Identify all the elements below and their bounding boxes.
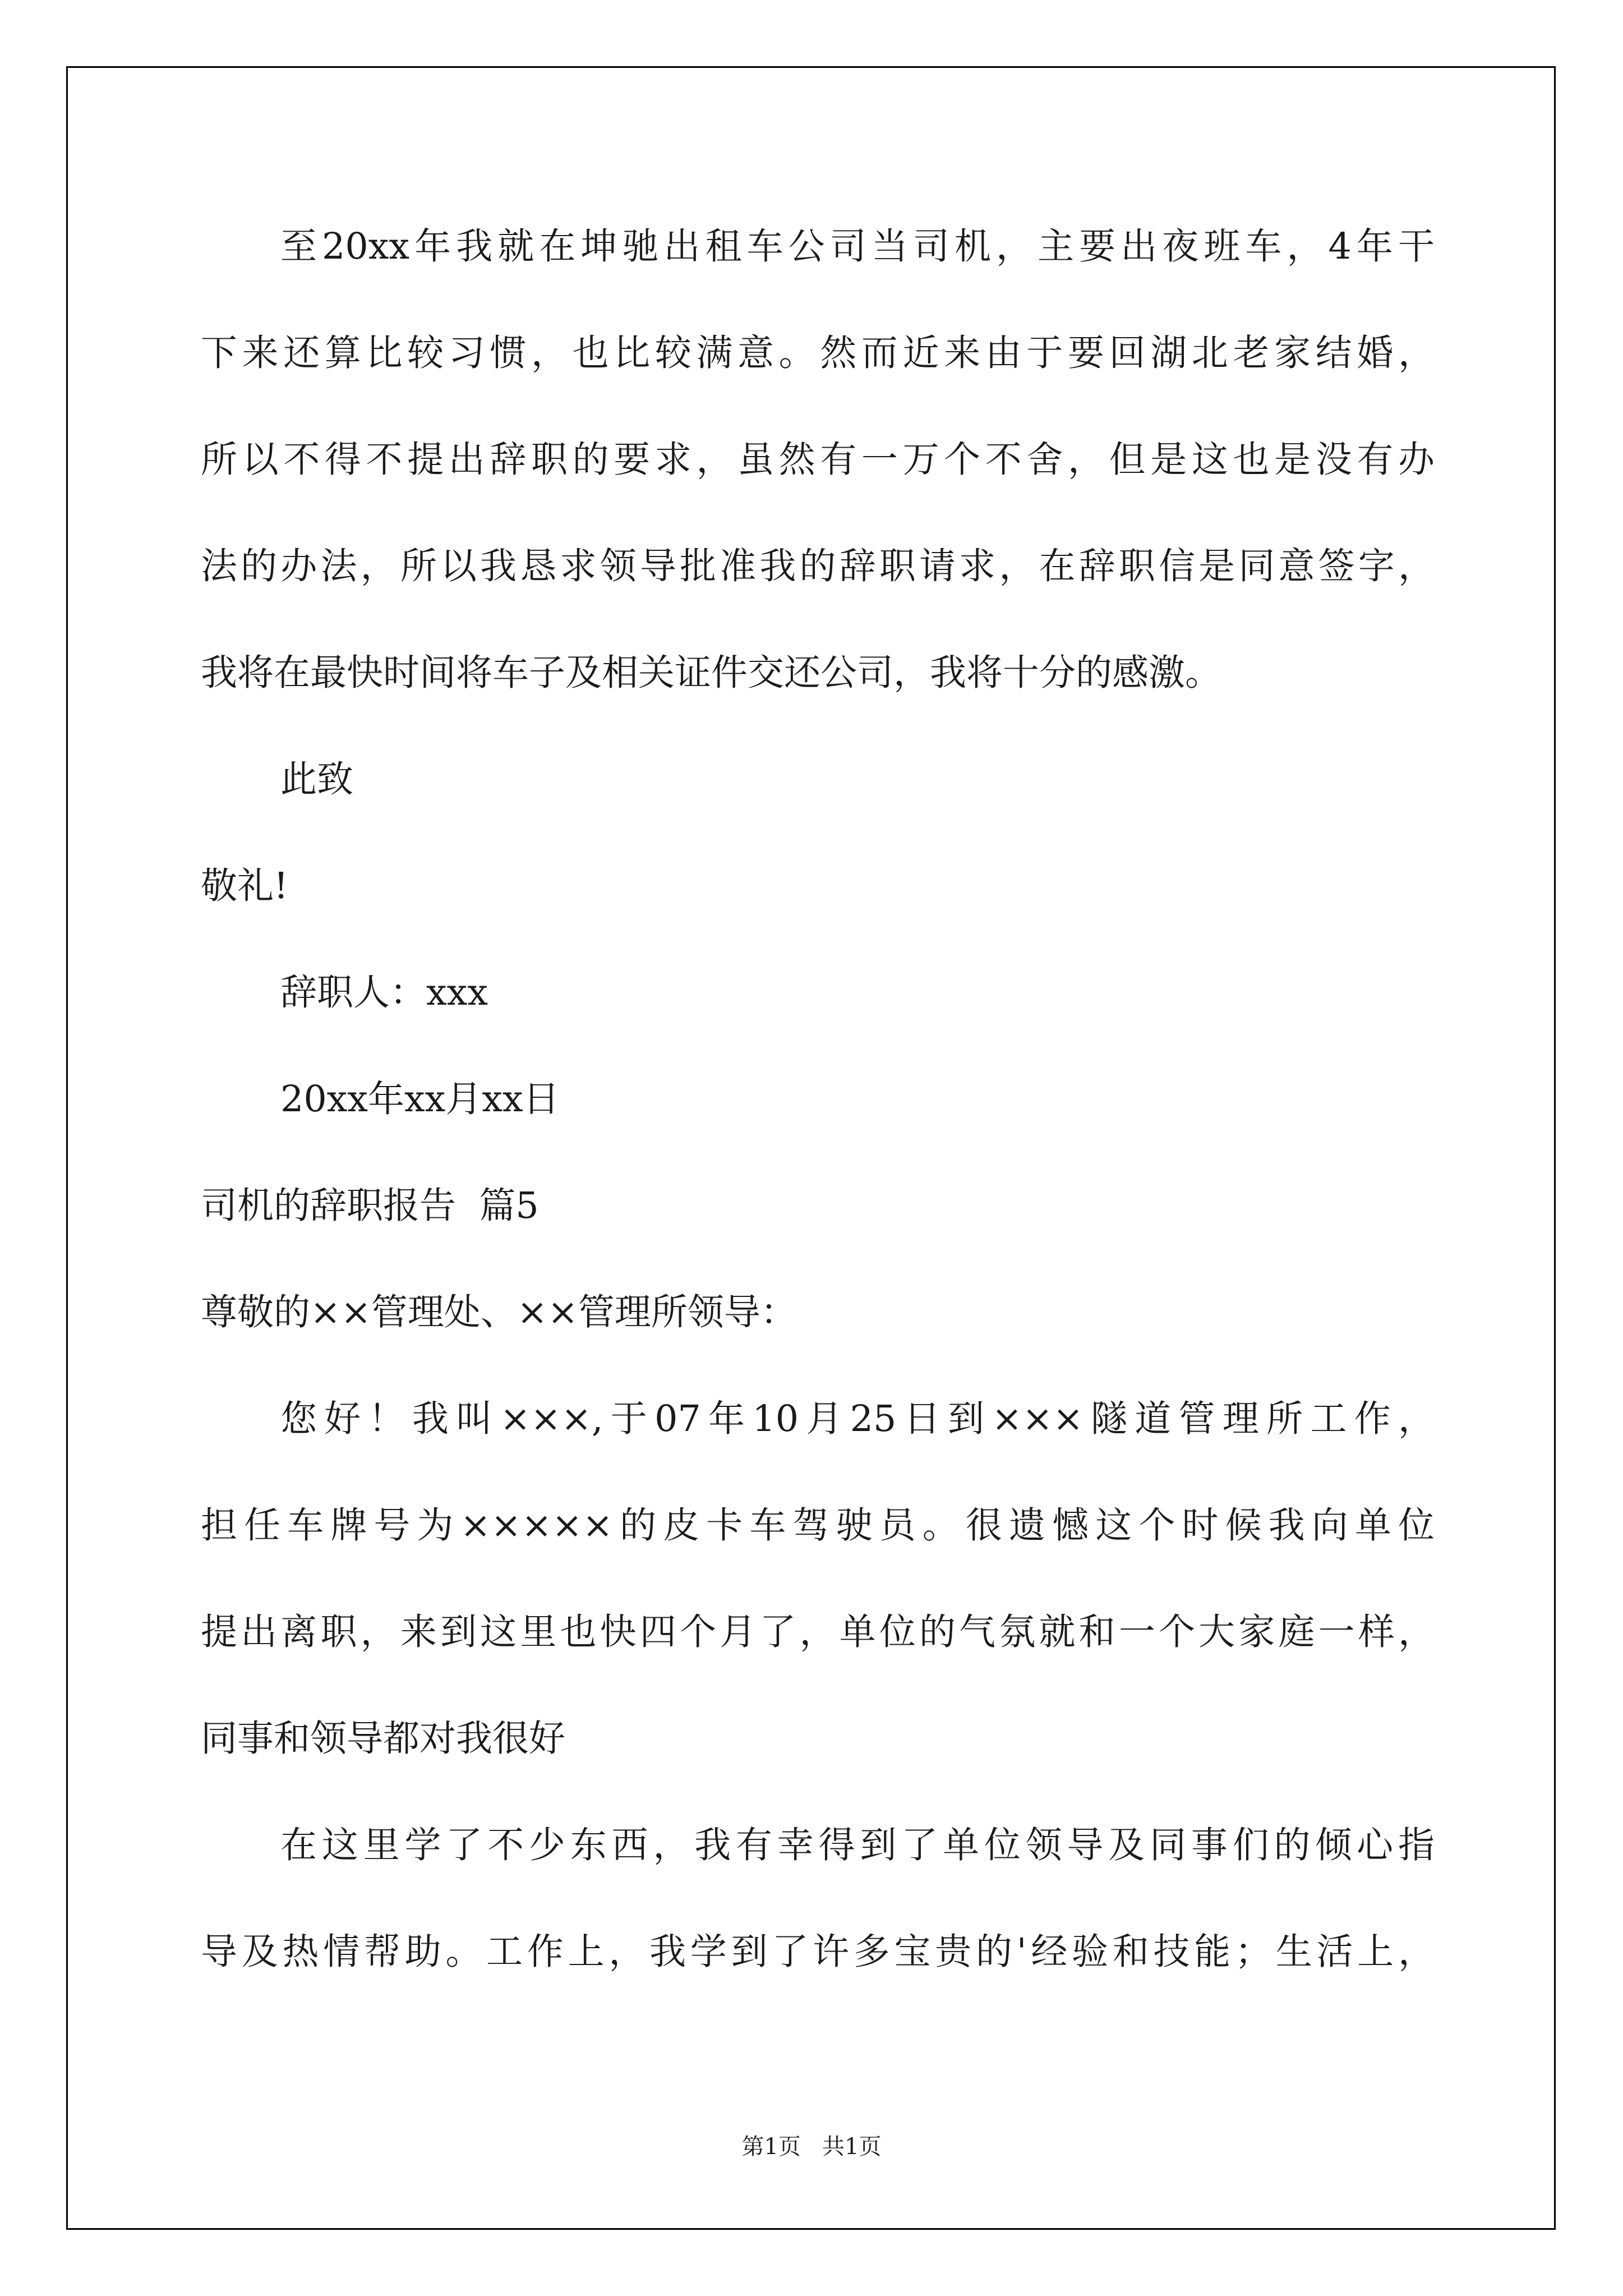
signature-line: 辞职人：xxx — [280, 972, 488, 1014]
page-footer: 第1页 共1页 — [741, 2134, 882, 2160]
salutation-line: 此致 — [280, 758, 354, 800]
paragraph-line: 我将在最快时间将车子及相关证件交还公司，我将十分的感激。 — [201, 652, 1222, 694]
paragraph-line: 担任车牌号为×××××的皮卡车驾驶员。很遗憾这个时候我向单位 — [201, 1504, 1435, 1547]
paragraph-line: 导及热情帮助。工作上，我学到了许多宝贵的'经验和技能；生活上， — [201, 1931, 1435, 1973]
paragraph-line: 至20xx年我就在坤驰出租车公司当司机，主要出夜班车，4年干 — [280, 226, 1435, 268]
paragraph-line: 下来还算比较习惯，也比较满意。然而近来由于要回湖北老家结婚， — [201, 332, 1435, 374]
paragraph-line: 同事和领导都对我很好 — [201, 1718, 566, 1760]
paragraph-line: 您好！我叫×××,于07年10月25日到×××隧道管理所工作， — [280, 1398, 1435, 1440]
paragraph-line: 所以不得不提出辞职的要求，虽然有一万个不舍，但是这也是没有办 — [201, 439, 1435, 481]
paragraph-line: 在这里学了不少东西，我有幸得到了单位领导及同事们的倾心指 — [280, 1824, 1435, 1866]
addressee-line: 尊敬的××管理处、××管理所领导： — [201, 1291, 797, 1333]
page-border — [66, 66, 1556, 2230]
salutation-line: 敬礼! — [201, 865, 289, 907]
paragraph-line: 法的办法，所以我恳求领导批准我的辞职请求，在辞职信是同意签字， — [201, 545, 1435, 587]
paragraph-line: 提出离职，来到这里也快四个月了，单位的气氛就和一个大家庭一样， — [201, 1611, 1435, 1653]
section-heading: 司机的辞职报告 篇5 — [201, 1185, 539, 1227]
date-line: 20xx年xx月xx日 — [280, 1078, 560, 1120]
